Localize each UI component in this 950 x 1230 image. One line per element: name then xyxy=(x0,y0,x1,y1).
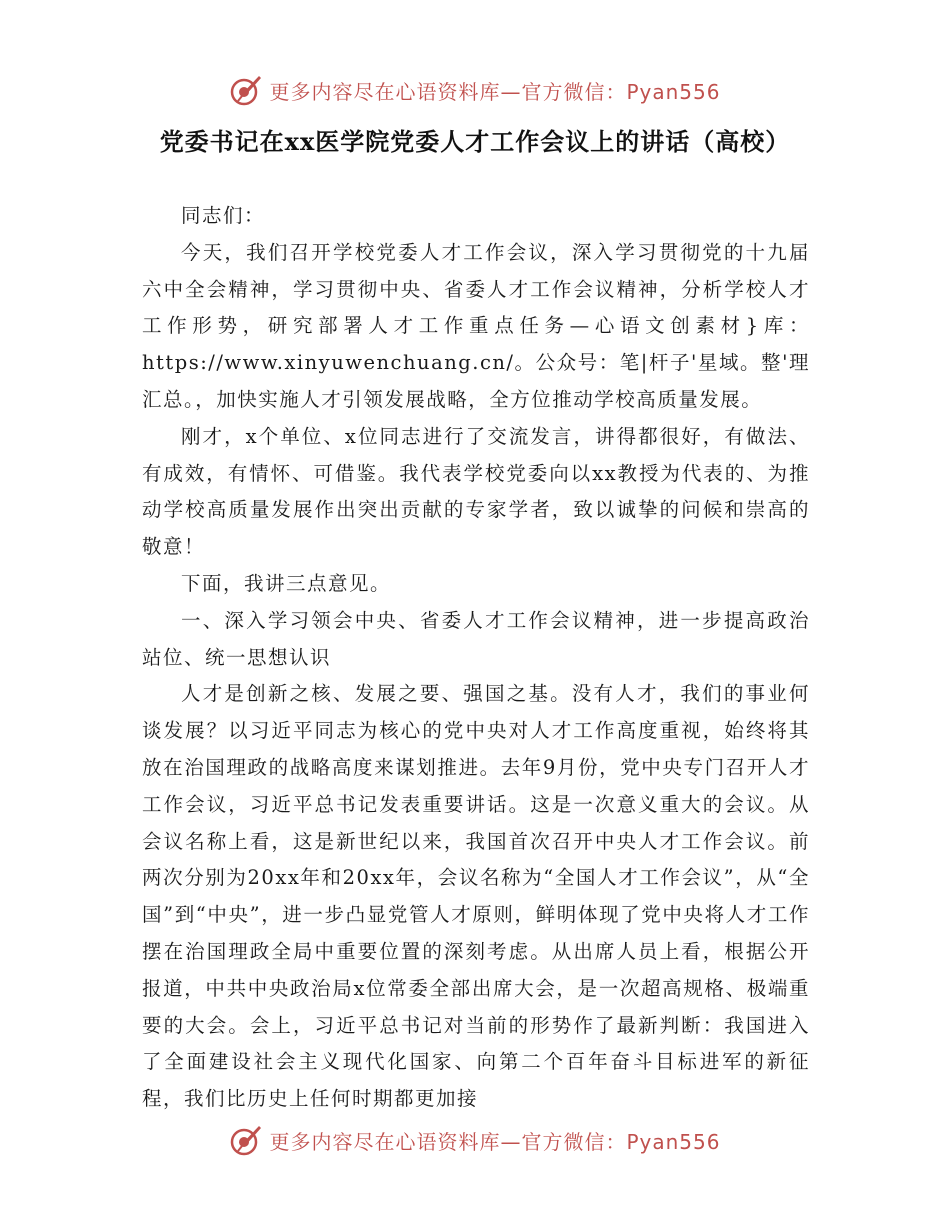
quill-pen-logo-icon xyxy=(229,1123,263,1157)
banner-text: 更多内容尽在心语资料库—官方微信：Pyan556 xyxy=(269,79,721,104)
header-banner xyxy=(0,70,950,110)
document-body xyxy=(142,198,810,1118)
body-paragraph: 下面，我讲三点意见。 xyxy=(181,571,392,595)
salutation-paragraph: 同志们： xyxy=(181,204,266,227)
body-paragraph: 刚才，x个单位、x位同志进行了交流发言，讲得都很好，有做法、有成效，有情怀、可借鉴。我代表学校党委向以xx教授为代表的、为推动学校高质量发展作出突出贡献的专家学者，致以诚挚的问候和崇高的敬意！ xyxy=(142,424,810,559)
footer-banner xyxy=(0,1120,950,1160)
body-paragraph: 人才是创新之核、发展之要、强国之基。没有人才，我们的事业何谈发展？以习近平同志为核心的党中央对人才工作高度重视，始终将其放在治国理政的战略高度来谋划推进。去年9月份，党中央专门召开人才工作会议，习近平总书记发表重要讲话。这是一次意义重大的会议。从会议名称上看，这是新世纪以来，我国首次召开中央人才工作会议。前两次分别为20xx年和20xx年，会议名称为“全国人才工作会议”，从“全国”到“中央”，进一步凸显党管人才原则，鲜明体现了党中央将人才工作摆在治国理政全局中重要位置的深刻考虑。从出席人员上看，根据公开报道，中共中央政治局x位常委全部出席大会，是一次超高规格、极端重要的大会。会上，习近平总书记对当前的形势作了最新判断：我国进入了全面建设社会主义现代化国家、向第二个百年奋斗目标进军的新征程，我们比历史上任何时期都更加接 xyxy=(142,682,810,1111)
section-heading: 一、深入学习领会中央、省委人才工作会议精神，进一步提高政治站位、统一思想认识 xyxy=(142,608,810,669)
body-paragraph: 今天，我们召开学校党委人才工作会议，深入学习贯彻党的十九届六中全会精神，学习贯彻中央、省委人才工作会议精神，分析学校人才工作形势，研究部署人才工作重点任务—心语文创素材}库：https://www.xinyuwenchuang.cn/。公众号：笔|杆子'星域。整'理汇总。，加快实施人才引领发展战略，全方位推动学校高质量发展。 xyxy=(142,240,810,411)
document-title: 党委书记在xx医学院党委人才工作会议上的讲话（高校） xyxy=(159,127,791,156)
banner-text: 更多内容尽在心语资料库—官方微信：Pyan556 xyxy=(269,1129,721,1154)
quill-pen-logo-icon xyxy=(229,73,263,107)
